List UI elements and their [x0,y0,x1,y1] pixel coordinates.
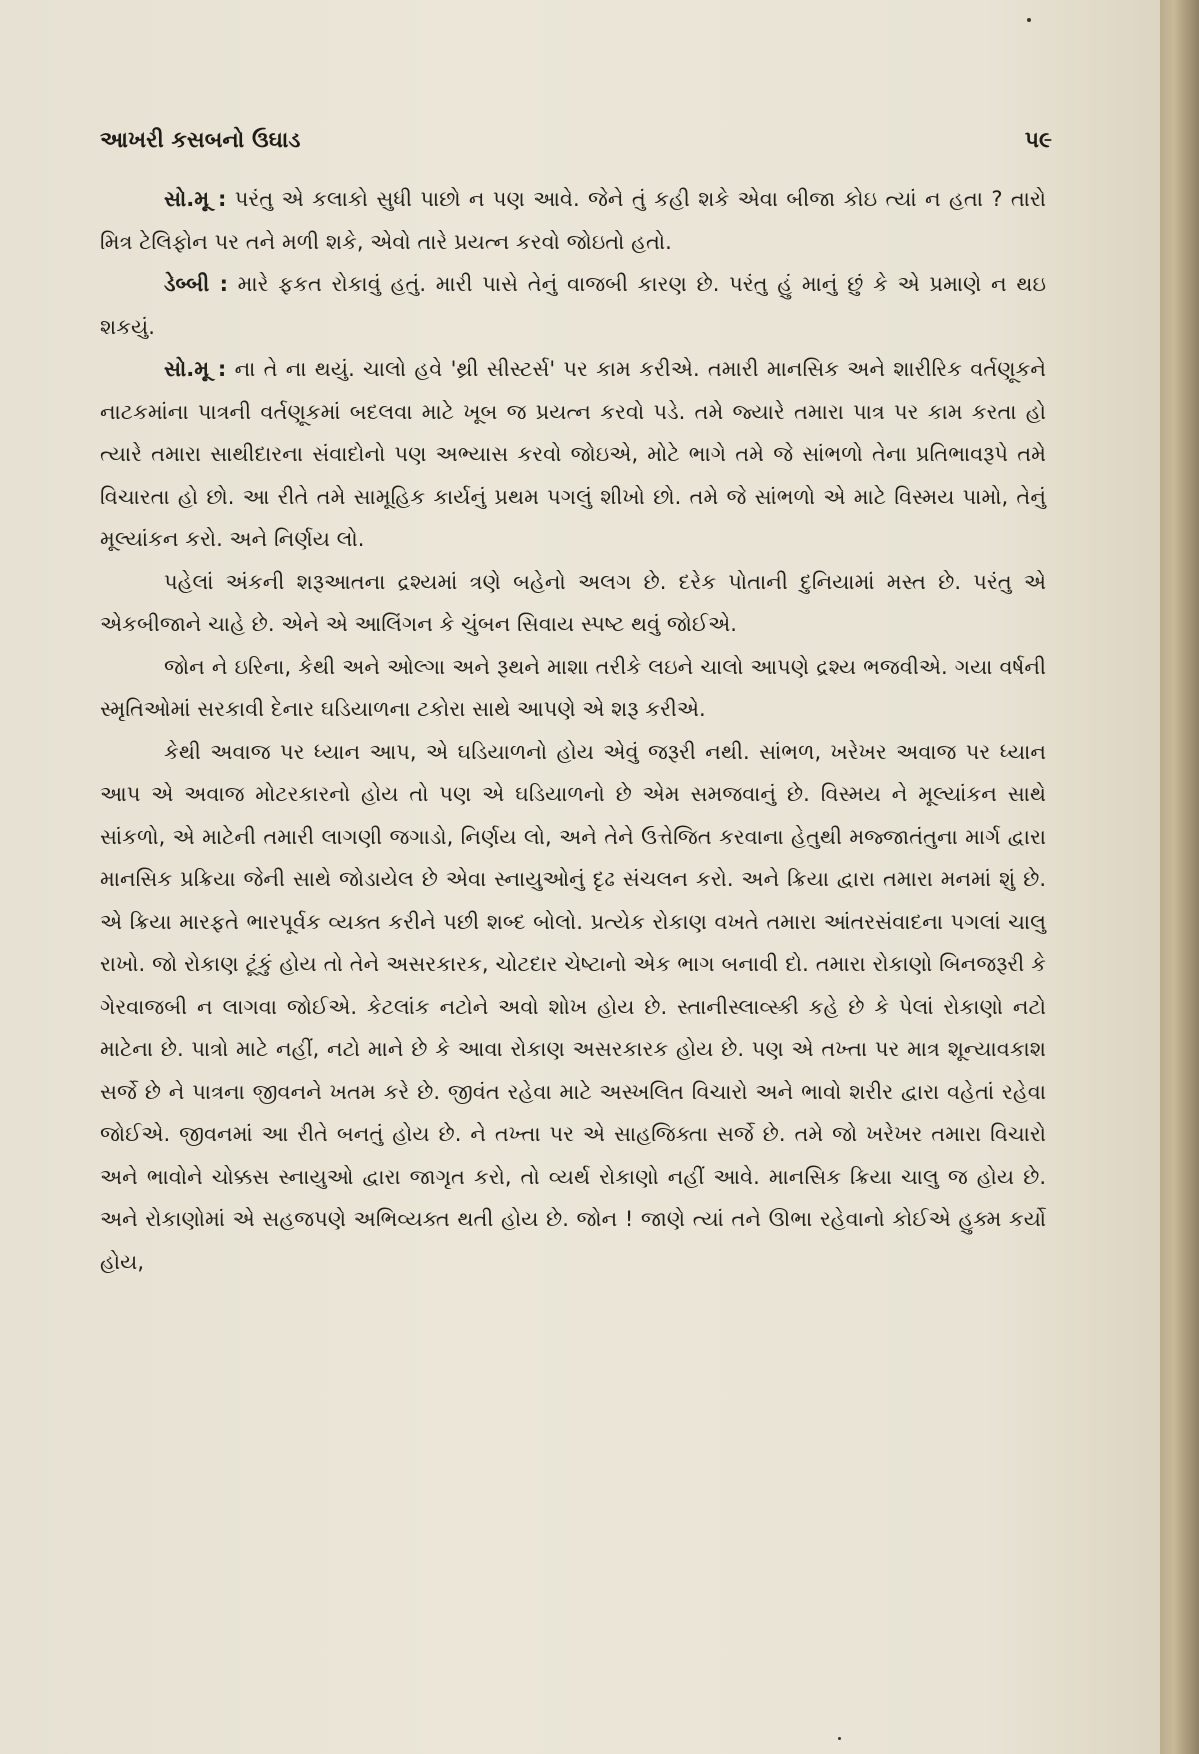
paragraph [100,561,1046,646]
paragraph-text: પહેલાં અંકની શરૂઆતના દ્રશ્યમાં ત્રણે બહેનો અલગ છે. દરેક પોતાની દુનિયામાં મસ્ત છે. પરંતુ એ એકબીજાને ચાહે છે. એને એ આલિંગન કે ચુંબન સિવાય સ્પષ્ટ થવું જોઈએ. [100,569,1046,636]
print-speck [838,1737,841,1740]
paragraph [100,731,1046,1284]
paragraph-text: પરંતુ એ કલાકો સુધી પાછો ન પણ આવે. જેને તું કહી શકે એવા બીજા કોઇ ત્યાં ન હતા ? તારો મિત્ર ટેલિફોન પર તને મળી શકે, એવો તારે પ્રયત્ન કરવો જોઇતો હતો. [100,187,1046,254]
page-number: પ૯ [1024,128,1052,153]
page-edge [1160,0,1199,1754]
speaker-label: સો.મૂ : [164,187,227,211]
paragraph-text: જોન ને ઇરિના, કેથી અને ઓલ્ગા અને રૂથને માશા તરીકે લઇને ચાલો આપણે દ્રશ્ય ભજવીએ. ગયા વર્ષની સ્મૃતિઓમાં સરકાવી દેનાર ઘડિયાળના ટકોરા સાથે આપણે એ શરૂ કરીએ. [100,654,1046,721]
page-header [100,128,1052,168]
paragraph-text: ના તે ના થયું. ચાલો હવે 'થ્રી સીસ્ટર્સ' પર કામ કરીએ. તમારી માનસિક અને શારીરિક વર્તણૂકને નાટકમાંના પાત્રની વર્તણૂકમાં બદલવા માટે ખૂબ જ પ્રયત્ન કરવો પડે. તમે જ્યારે તમારા પાત્ર પર કામ કરતા હો ત્યારે તમારા સાથીદારના સંવાદોનો પણ અભ્યાસ કરવો જોઇએ, મોટે ભાગે તમે જે સાંભળો તેના પ્રતિભાવરૂપે તમે વિચારતા હો છો. આ રીતે તમે સામૂહિક કાર્યનું પ્રથમ પગલું શીખો છો. તમે જે સાંભળો એ માટે વિસ્મય પામો, તેનું મૂલ્યાંકન કરો. અને નિર્ણય લો. [100,357,1046,551]
running-head: આખરી કસબનો ઉઘાડ [100,128,301,153]
paragraph-text: કેથી અવાજ પર ધ્યાન આપ, એ ઘડિયાળનો હોય એવું જરૂરી નથી. સાંભળ, ખરેખર અવાજ પર ધ્યાન આપ એ અવાજ મોટરકારનો હોય તો પણ એ ઘડિયાળનો છે એમ સમજવાનું છે. વિસ્મય ને મૂલ્યાંકન સાથે સાંકળો, એ માટેની તમારી લાગણી જગાડો, નિર્ણય લો, અને તેને ઉત્તેજિત કરવાના હેતુથી મજ્જાતંતુના માર્ગ દ્વારા માનસિક પ્રક્રિયા જેની સાથે જોડાયેલ છે એવા સ્નાયુઓનું દૃઢ સંચલન કરો. અને ક્રિયા દ્વારા તમારા મનમાં શું છે. એ ક્રિયા મારફતે ભારપૂર્વક વ્યક્ત કરીને પછી શબ્દ બોલો. પ્રત્યેક રોકાણ વખતે તમારા આંતરસંવાદના પગલાં ચાલુ રાખો. જો રોકાણ ટૂંકું હોય તો તેને અસરકારક, ચોટદાર ચેષ્ટાનો એક ભાગ બનાવી દો. તમારા રોકાણો બિનજરૂરી કે ગેરવાજબી ન લાગવા જોઈએ. કેટલાંક નટોને અવો શોખ હોય છે. સ્તાનીસ્લાવ્સ્કી કહે છે કે પેલાં રોકાણો નટો માટેના છે. પાત્રો માટે નહીં, નટો માને છે કે આવા રોકાણ અસરકારક હોય છે. પણ એ તખ્તા પર માત્ર શૂન્યાવકાશ સર્જે છે ને પાત્રના જીવનને ખતમ કરે છે. જીવંત રહેવા માટે અસ્ખલિત વિચારો અને ભાવો શરીર દ્વારા વહેતાં રહેવા જોઈએ. જીવનમાં આ રીતે બનતું હોય છે. ને તખ્તા પર એ સાહજિક્તા સર્જે છે. તમે જો ખરેખર તમારા વિચારો અને ભાવોને ચોક્કસ સ્નાયુઓ દ્વારા જાગૃત કરો, તો વ્યર્થ રોકાણો નહીં આવે. માનસિક ક્રિયા ચાલુ જ હોય છે. અને રોકાણોમાં એ સહજપણે અભિવ્યક્ત થતી હોય છે. જોન ! જાણે ત્યાં તને ઊભા રહેવાનો કોઈએ હુક્મ કર્યો હોય, [100,739,1046,1274]
speaker-label: સો.મૂ : [164,357,227,381]
paragraph [100,348,1046,561]
paragraph [100,263,1046,348]
speaker-label: ડેબ્બી : [164,272,228,296]
print-speck [1027,18,1031,22]
paragraph-text: મારે ફકત રોકાવું હતું. મારી પાસે તેનું વાજબી કારણ છે. પરંતુ હું માનું છું કે એ પ્રમાણે ન થઇ શકયું. [100,272,1046,339]
paragraph [100,646,1046,731]
body-text [100,178,1046,1283]
paragraph [100,178,1046,263]
